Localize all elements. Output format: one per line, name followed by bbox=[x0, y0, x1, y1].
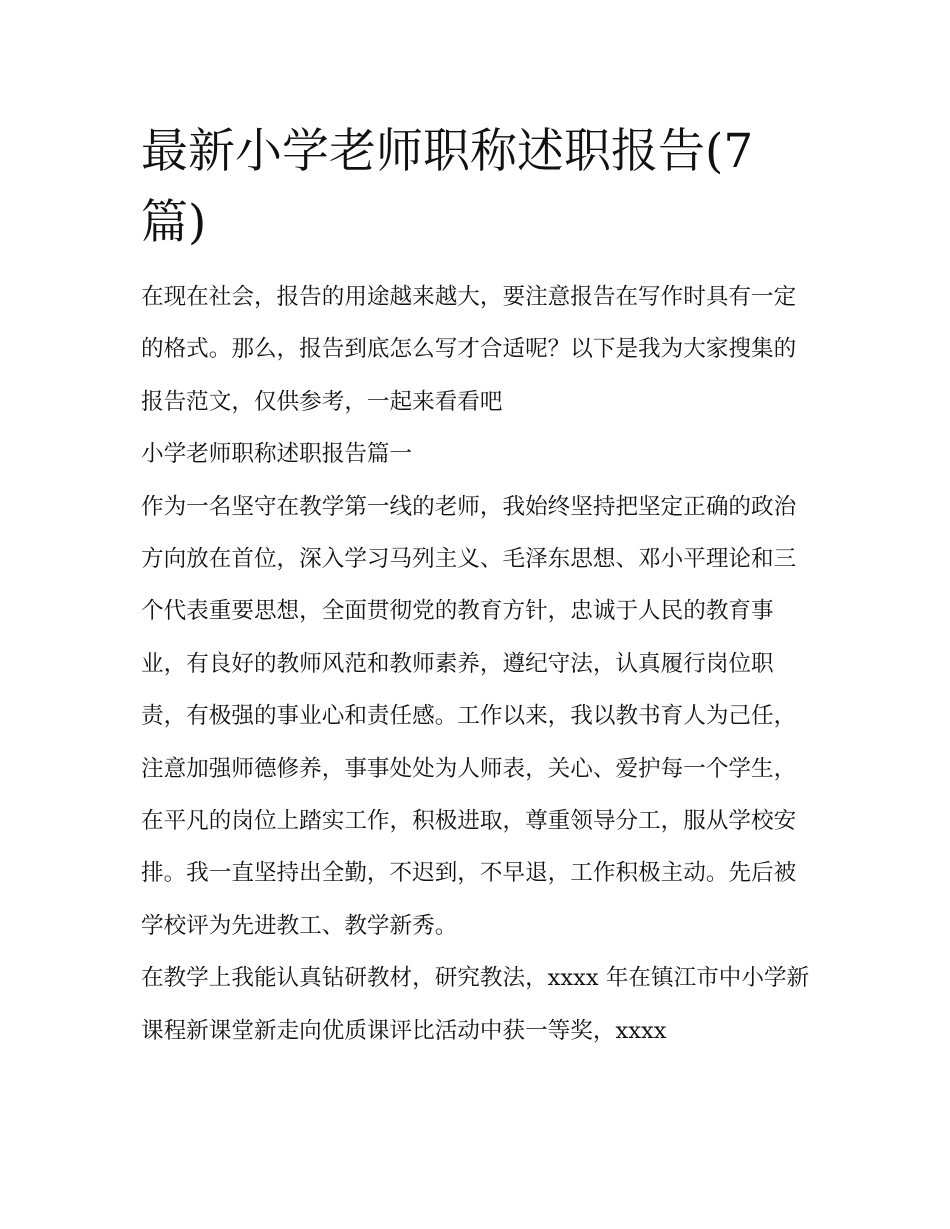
body-paragraph-1: 作为一名坚守在教学第一线的老师，我始终坚持把坚定正确的政治方向放在首位，深入学习马列主义、毛泽东思想、邓小平理论和三个代表重要思想，全面贯彻党的教育方针，忠诚于人民的教育事业，有良好的教师风范和教师素养，遵纪守法，认真履行岗位职责，有极强的事业心和责任感。工作以来，我以教书育人为己任，注意加强师德修养，事事处处为人师表，关心、爱护每一个学生，在平凡的岗位上踏实工作，积极进取，尊重领导分工，服从学校安排。我一直坚持出全勤，不迟到，不早退，工作积极主动。先后被学校评为先进教工、教学新秀。 bbox=[141, 493, 797, 939]
intro-paragraph: 在现在社会，报告的用途越来越大，要注意报告在写作时具有一定的格式。那么，报告到底怎么写才合适呢？以下是我为大家搜集的报告范文，仅供参考，一起来看看吧 bbox=[141, 284, 797, 415]
body-paragraph-2: 在教学上我能认真钻研教材，研究教法，xxxx 年在镇江市中小学新课程新课堂新走向优质课评比活动中获一等奖，xxxx bbox=[141, 965, 810, 1044]
document-title: 最新小学老师职称述职报告(7篇) bbox=[141, 124, 754, 250]
section-heading: 小学老师职称述职报告篇一 bbox=[141, 441, 413, 468]
document-body bbox=[141, 116, 813, 1057]
